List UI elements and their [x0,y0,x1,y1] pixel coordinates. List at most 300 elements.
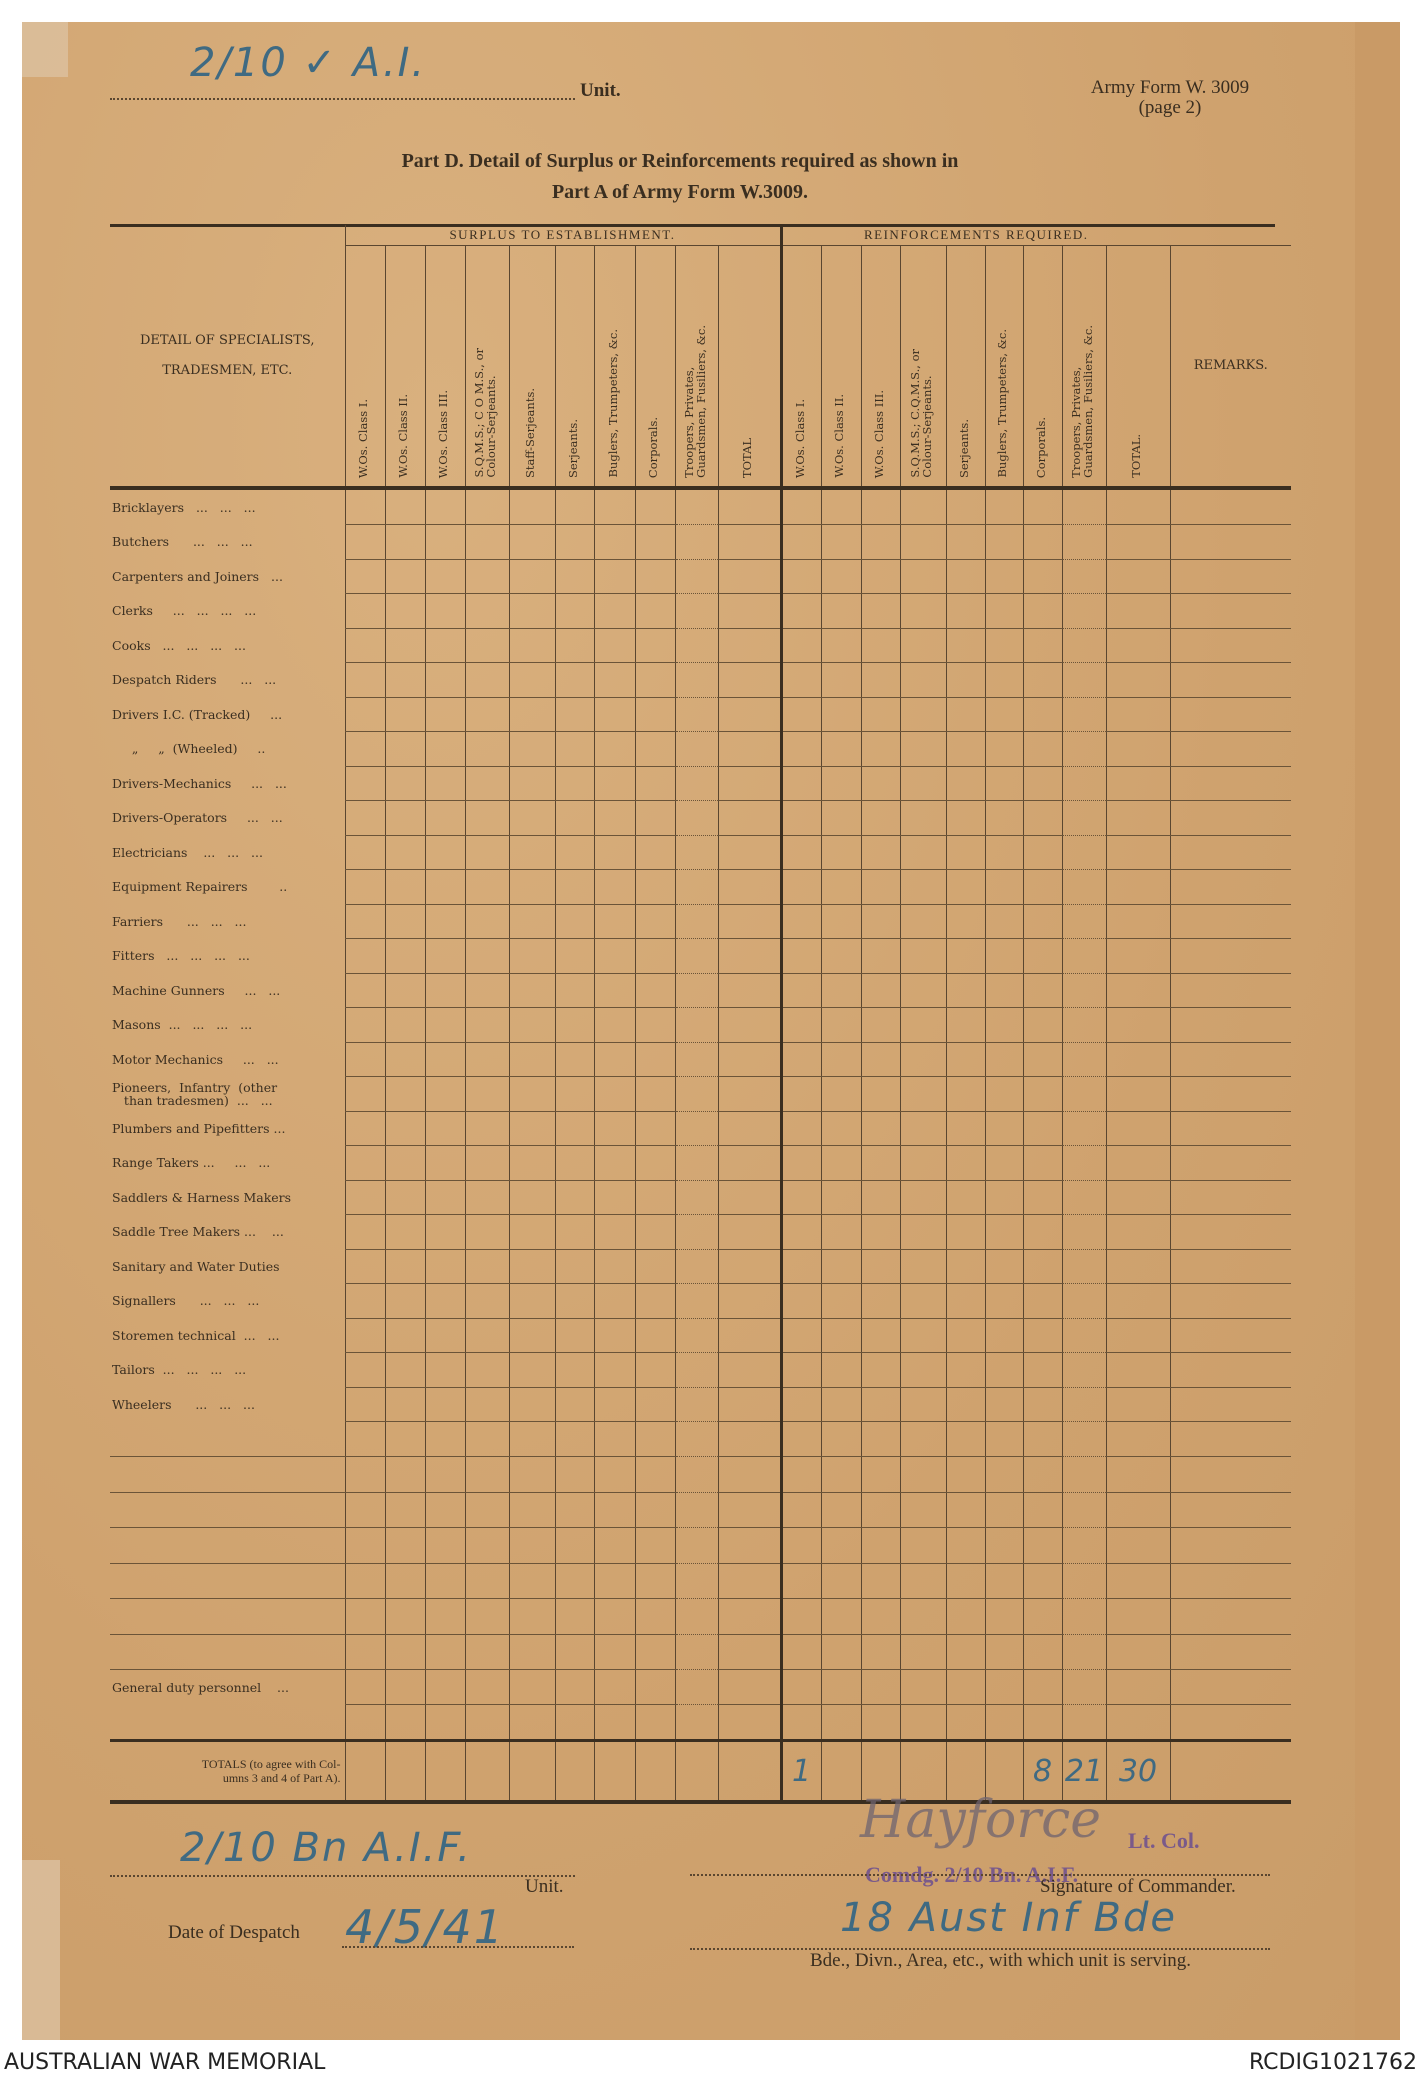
entry-cell[interactable] [385,1146,425,1181]
entry-cell[interactable] [861,1387,900,1422]
entry-cell[interactable] [821,732,861,767]
entry-cell[interactable] [465,594,509,629]
entry-cell[interactable] [635,1634,675,1670]
entry-cell[interactable] [1062,1528,1106,1564]
entry-cell[interactable] [385,1634,425,1670]
entry-cell[interactable] [900,1634,946,1670]
entry-cell[interactable] [1023,697,1062,732]
entry-cell[interactable] [594,1670,635,1705]
entry-cell[interactable] [555,1634,594,1670]
entry-cell[interactable] [635,1008,675,1043]
entry-cell[interactable] [718,766,781,801]
entry-cell[interactable] [465,1146,509,1181]
entry-cell[interactable] [718,559,781,594]
entry-cell[interactable] [985,1599,1023,1635]
entry-cell[interactable] [781,1563,821,1599]
entry-cell[interactable] [425,1146,465,1181]
entry-cell[interactable] [1062,1563,1106,1599]
entry-cell[interactable] [1170,663,1291,698]
entry-cell[interactable] [675,1318,718,1353]
entry-cell[interactable] [900,1180,946,1215]
entry-cell[interactable] [385,973,425,1008]
entry-cell[interactable] [509,1318,555,1353]
entry-cell[interactable] [861,973,900,1008]
entry-cell[interactable] [594,1042,635,1077]
entry-cell[interactable] [425,939,465,974]
entry-cell[interactable] [594,732,635,767]
entry-cell[interactable] [509,1528,555,1564]
entry-cell[interactable] [385,663,425,698]
surplus-total-cell[interactable] [509,1741,555,1803]
entry-cell[interactable] [1062,488,1106,525]
entry-cell[interactable] [555,835,594,870]
entry-cell[interactable] [509,525,555,560]
entry-cell[interactable] [465,663,509,698]
entry-cell[interactable] [594,1111,635,1146]
entry-cell[interactable] [1106,1528,1170,1564]
entry-cell[interactable] [345,697,385,732]
entry-cell[interactable] [718,1634,781,1670]
entry-cell[interactable] [1170,1318,1291,1353]
entry-cell[interactable] [1023,1077,1062,1112]
entry-cell[interactable] [345,1563,385,1599]
entry-cell[interactable] [635,1180,675,1215]
entry-cell[interactable] [675,525,718,560]
entry-cell[interactable] [781,559,821,594]
entry-cell[interactable] [985,1284,1023,1319]
entry-cell[interactable] [555,870,594,905]
entry-cell[interactable] [425,663,465,698]
entry-cell[interactable] [635,1670,675,1705]
entry-cell[interactable] [465,1387,509,1422]
entry-cell[interactable] [900,766,946,801]
entry-cell[interactable] [1062,1634,1106,1670]
entry-cell[interactable] [385,1180,425,1215]
entry-cell[interactable] [781,1457,821,1493]
entry-cell[interactable] [985,594,1023,629]
entry-cell[interactable] [1023,594,1062,629]
entry-cell[interactable] [1170,1457,1291,1493]
entry-cell[interactable] [465,1077,509,1112]
entry-cell[interactable] [1106,1249,1170,1284]
entry-cell[interactable] [345,766,385,801]
entry-cell[interactable] [425,1180,465,1215]
entry-cell[interactable] [1170,939,1291,974]
entry-cell[interactable] [781,488,821,525]
entry-cell[interactable] [861,1180,900,1215]
entry-cell[interactable] [781,1318,821,1353]
entry-cell[interactable] [861,488,900,525]
entry-cell[interactable] [675,1008,718,1043]
entry-cell[interactable] [465,1599,509,1635]
entry-cell[interactable] [985,1318,1023,1353]
surplus-total-cell[interactable] [555,1741,594,1803]
entry-cell[interactable] [1170,835,1291,870]
entry-cell[interactable] [465,1457,509,1493]
entry-cell[interactable] [675,1215,718,1250]
entry-cell[interactable] [781,870,821,905]
entry-cell[interactable] [946,939,985,974]
entry-cell[interactable] [1062,1249,1106,1284]
entry-cell[interactable] [946,1528,985,1564]
entry-cell[interactable] [985,766,1023,801]
entry-cell[interactable] [465,697,509,732]
entry-cell[interactable] [555,1563,594,1599]
entry-cell[interactable] [946,488,985,525]
entry-cell[interactable] [1106,1634,1170,1670]
entry-cell[interactable] [1170,1599,1291,1635]
entry-cell[interactable] [635,870,675,905]
entry-cell[interactable] [1170,488,1291,525]
entry-cell[interactable] [718,939,781,974]
entry-cell[interactable] [465,1042,509,1077]
entry-cell[interactable] [1062,1353,1106,1388]
entry-cell[interactable] [821,835,861,870]
entry-cell[interactable] [781,1705,821,1741]
entry-cell[interactable] [345,1180,385,1215]
entry-cell[interactable] [821,594,861,629]
entry-cell[interactable] [1106,1670,1170,1705]
entry-cell[interactable] [425,1008,465,1043]
entry-cell[interactable] [985,1457,1023,1493]
entry-cell[interactable] [675,594,718,629]
entry-cell[interactable] [946,1111,985,1146]
entry-cell[interactable] [1106,904,1170,939]
entry-cell[interactable] [821,663,861,698]
entry-cell[interactable] [675,697,718,732]
entry-cell[interactable] [718,1492,781,1528]
entry-cell[interactable] [900,1599,946,1635]
entry-cell[interactable] [555,1492,594,1528]
entry-cell[interactable] [1062,594,1106,629]
entry-cell[interactable] [781,766,821,801]
entry-cell[interactable] [635,1042,675,1077]
entry-cell[interactable] [509,904,555,939]
entry-cell[interactable] [900,1353,946,1388]
entry-cell[interactable] [861,1077,900,1112]
entry-cell[interactable] [635,1111,675,1146]
entry-cell[interactable] [385,1705,425,1741]
entry-cell[interactable] [821,1563,861,1599]
entry-cell[interactable] [946,1146,985,1181]
entry-cell[interactable] [1170,1353,1291,1388]
entry-cell[interactable] [345,628,385,663]
entry-cell[interactable] [718,1111,781,1146]
entry-cell[interactable] [1170,766,1291,801]
entry-cell[interactable] [509,870,555,905]
entry-cell[interactable] [425,559,465,594]
entry-cell[interactable] [1170,732,1291,767]
entry-cell[interactable] [425,1318,465,1353]
entry-cell[interactable] [555,1284,594,1319]
entry-cell[interactable] [861,1563,900,1599]
entry-cell[interactable] [385,801,425,836]
entry-cell[interactable] [345,904,385,939]
entry-cell[interactable] [594,1284,635,1319]
entry-cell[interactable] [781,1008,821,1043]
entry-cell[interactable] [900,835,946,870]
entry-cell[interactable] [555,525,594,560]
entry-cell[interactable] [985,1422,1023,1457]
entry-cell[interactable] [465,1180,509,1215]
entry-cell[interactable] [675,973,718,1008]
entry-cell[interactable] [385,1318,425,1353]
entry-cell[interactable] [781,973,821,1008]
entry-cell[interactable] [385,1670,425,1705]
entry-cell[interactable] [1170,1284,1291,1319]
entry-cell[interactable] [1106,628,1170,663]
entry-cell[interactable] [345,1318,385,1353]
entry-cell[interactable] [718,525,781,560]
entry-cell[interactable] [821,1670,861,1705]
entry-cell[interactable] [675,1077,718,1112]
entry-cell[interactable] [781,1492,821,1528]
entry-cell[interactable] [385,628,425,663]
entry-cell[interactable] [946,766,985,801]
entry-cell[interactable] [594,973,635,1008]
entry-cell[interactable] [385,1563,425,1599]
entry-cell[interactable] [861,1042,900,1077]
entry-cell[interactable] [946,1215,985,1250]
entry-cell[interactable] [861,628,900,663]
entry-cell[interactable] [900,1215,946,1250]
entry-cell[interactable] [1106,1422,1170,1457]
entry-cell[interactable] [594,594,635,629]
entry-cell[interactable] [465,904,509,939]
entry-cell[interactable] [385,870,425,905]
entry-cell[interactable] [555,1111,594,1146]
entry-cell[interactable] [861,766,900,801]
entry-cell[interactable] [1023,801,1062,836]
entry-cell[interactable] [1062,1599,1106,1635]
entry-cell[interactable] [465,1422,509,1457]
entry-cell[interactable] [509,766,555,801]
entry-cell[interactable] [1023,1146,1062,1181]
entry-cell[interactable] [675,1634,718,1670]
entry-cell[interactable] [635,594,675,629]
entry-cell[interactable] [1170,1422,1291,1457]
entry-cell[interactable] [1023,973,1062,1008]
entry-cell[interactable] [1170,559,1291,594]
entry-cell[interactable] [509,835,555,870]
entry-cell[interactable] [861,1146,900,1181]
entry-cell[interactable] [345,1249,385,1284]
entry-cell[interactable] [594,1563,635,1599]
entry-cell[interactable] [985,1008,1023,1043]
entry-cell[interactable] [821,973,861,1008]
entry-cell[interactable] [1106,1111,1170,1146]
entry-cell[interactable] [555,1387,594,1422]
entry-cell[interactable] [465,1008,509,1043]
surplus-total-cell[interactable] [675,1741,718,1803]
entry-cell[interactable] [718,1457,781,1493]
entry-cell[interactable] [1106,1008,1170,1043]
entry-cell[interactable] [781,1180,821,1215]
entry-cell[interactable] [900,1146,946,1181]
entry-cell[interactable] [821,939,861,974]
entry-cell[interactable] [1023,1215,1062,1250]
entry-cell[interactable] [509,1146,555,1181]
entry-cell[interactable] [1170,1180,1291,1215]
entry-cell[interactable] [425,1634,465,1670]
entry-cell[interactable] [1062,1492,1106,1528]
entry-cell[interactable] [509,732,555,767]
entry-cell[interactable] [900,870,946,905]
entry-cell[interactable] [635,559,675,594]
entry-cell[interactable] [946,697,985,732]
entry-cell[interactable] [781,1353,821,1388]
entry-cell[interactable] [594,663,635,698]
entry-cell[interactable] [594,1387,635,1422]
entry-cell[interactable] [1023,1318,1062,1353]
entry-cell[interactable] [1023,1111,1062,1146]
entry-cell[interactable] [635,628,675,663]
entry-cell[interactable] [900,1705,946,1741]
entry-cell[interactable] [555,732,594,767]
entry-cell[interactable] [385,1599,425,1635]
surplus-total-cell[interactable] [594,1741,635,1803]
entry-cell[interactable] [555,973,594,1008]
entry-cell[interactable] [985,1492,1023,1528]
entry-cell[interactable] [509,801,555,836]
entry-cell[interactable] [635,663,675,698]
entry-cell[interactable] [718,1422,781,1457]
entry-cell[interactable] [861,1705,900,1741]
entry-cell[interactable] [900,525,946,560]
entry-cell[interactable] [509,663,555,698]
entry-cell[interactable] [1023,835,1062,870]
entry-cell[interactable] [900,904,946,939]
entry-cell[interactable] [635,1563,675,1599]
entry-cell[interactable] [1023,904,1062,939]
entry-cell[interactable] [385,732,425,767]
entry-cell[interactable] [675,1670,718,1705]
entry-cell[interactable] [946,628,985,663]
entry-cell[interactable] [675,904,718,939]
entry-cell[interactable] [675,732,718,767]
entry-cell[interactable] [555,697,594,732]
entry-cell[interactable] [345,939,385,974]
entry-cell[interactable] [635,1528,675,1564]
entry-cell[interactable] [635,1705,675,1741]
entry-cell[interactable] [821,1180,861,1215]
reinforcement-total-cell[interactable]: 21 [1062,1741,1106,1803]
entry-cell[interactable] [1106,1077,1170,1112]
entry-cell[interactable] [385,1457,425,1493]
entry-cell[interactable] [718,1353,781,1388]
remarks-total-cell[interactable] [1170,1741,1291,1803]
entry-cell[interactable] [900,628,946,663]
entry-cell[interactable] [509,1077,555,1112]
surplus-total-cell[interactable] [465,1741,509,1803]
entry-cell[interactable] [900,488,946,525]
entry-cell[interactable] [946,1042,985,1077]
entry-cell[interactable] [985,1705,1023,1741]
entry-cell[interactable] [594,1599,635,1635]
entry-cell[interactable] [385,1284,425,1319]
entry-cell[interactable] [594,1528,635,1564]
entry-cell[interactable] [946,1670,985,1705]
entry-cell[interactable] [946,594,985,629]
entry-cell[interactable] [718,870,781,905]
entry-cell[interactable] [861,525,900,560]
entry-cell[interactable] [675,1422,718,1457]
entry-cell[interactable] [635,1249,675,1284]
entry-cell[interactable] [635,1146,675,1181]
entry-cell[interactable] [946,1008,985,1043]
entry-cell[interactable] [635,732,675,767]
entry-cell[interactable] [821,628,861,663]
surplus-total-cell[interactable] [385,1741,425,1803]
entry-cell[interactable] [635,1387,675,1422]
entry-cell[interactable] [900,1111,946,1146]
entry-cell[interactable] [555,594,594,629]
entry-cell[interactable] [1106,525,1170,560]
entry-cell[interactable] [781,628,821,663]
entry-cell[interactable] [781,1599,821,1635]
entry-cell[interactable] [675,1599,718,1635]
entry-cell[interactable] [985,1077,1023,1112]
entry-cell[interactable] [718,1042,781,1077]
entry-cell[interactable] [900,801,946,836]
entry-cell[interactable] [946,870,985,905]
entry-cell[interactable] [1023,628,1062,663]
entry-cell[interactable] [985,1353,1023,1388]
entry-cell[interactable] [781,1422,821,1457]
entry-cell[interactable] [946,559,985,594]
entry-cell[interactable] [861,1599,900,1635]
entry-cell[interactable] [594,1008,635,1043]
entry-cell[interactable] [1023,1705,1062,1741]
entry-cell[interactable] [946,1457,985,1493]
entry-cell[interactable] [1062,1318,1106,1353]
entry-cell[interactable] [555,559,594,594]
entry-cell[interactable] [555,628,594,663]
entry-cell[interactable] [985,1563,1023,1599]
entry-cell[interactable] [555,1528,594,1564]
entry-cell[interactable] [718,1318,781,1353]
entry-cell[interactable] [345,1146,385,1181]
entry-cell[interactable] [509,1387,555,1422]
entry-cell[interactable] [425,1042,465,1077]
entry-cell[interactable] [1106,1042,1170,1077]
entry-cell[interactable] [985,1111,1023,1146]
entry-cell[interactable] [594,1353,635,1388]
entry-cell[interactable] [635,1284,675,1319]
entry-cell[interactable] [985,1634,1023,1670]
entry-cell[interactable] [781,1634,821,1670]
entry-cell[interactable] [1170,1705,1291,1741]
entry-cell[interactable] [509,1180,555,1215]
entry-cell[interactable] [635,939,675,974]
entry-cell[interactable] [1062,1042,1106,1077]
entry-cell[interactable] [675,766,718,801]
entry-cell[interactable] [1170,594,1291,629]
entry-cell[interactable] [821,1146,861,1181]
entry-cell[interactable] [1062,939,1106,974]
entry-cell[interactable] [861,939,900,974]
entry-cell[interactable] [509,559,555,594]
entry-cell[interactable] [1062,870,1106,905]
entry-cell[interactable] [635,488,675,525]
entry-cell[interactable] [555,1042,594,1077]
entry-cell[interactable] [781,1284,821,1319]
entry-cell[interactable] [781,1215,821,1250]
entry-cell[interactable] [821,1528,861,1564]
entry-cell[interactable] [718,1284,781,1319]
entry-cell[interactable] [1170,1492,1291,1528]
entry-cell[interactable] [985,1146,1023,1181]
